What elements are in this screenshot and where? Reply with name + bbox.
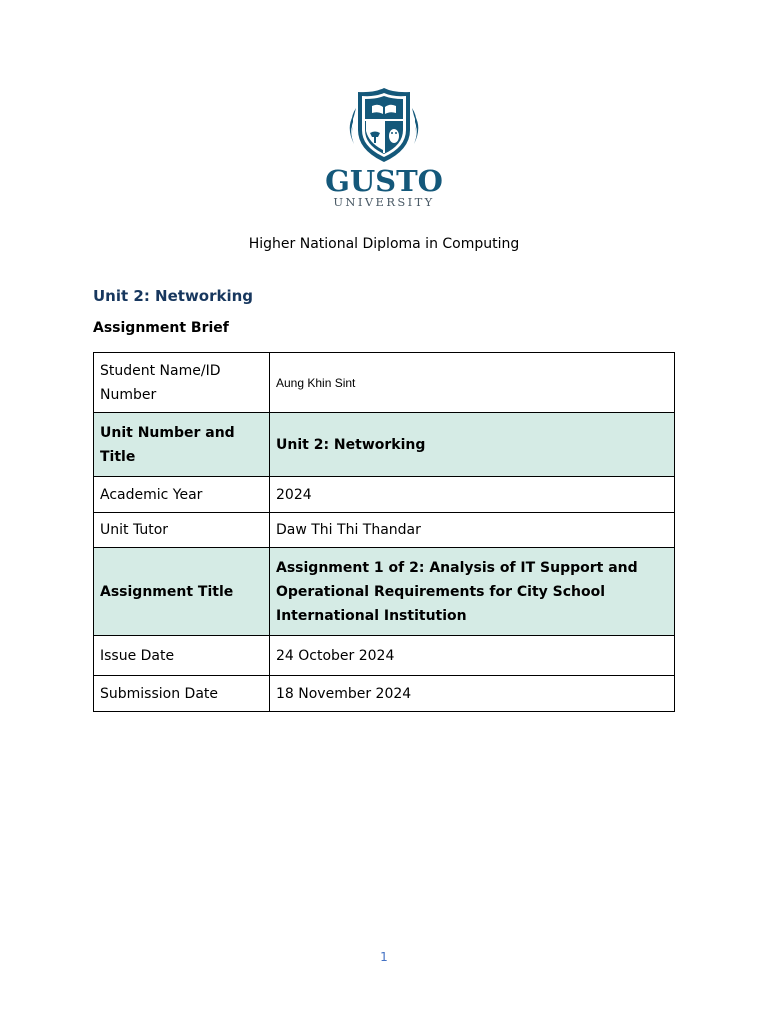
row-value: 24 October 2024 — [270, 636, 675, 676]
table-row — [94, 413, 675, 477]
table-row — [94, 477, 675, 513]
university-crest-icon — [320, 86, 448, 166]
row-value: Daw Thi Thi Thandar — [270, 513, 675, 548]
university-logo — [320, 86, 448, 210]
row-label: Unit Number and Title — [94, 413, 270, 477]
unit-heading: Unit 2: Networking — [93, 287, 254, 305]
table-row — [94, 353, 675, 413]
row-label: Assignment Title — [94, 548, 270, 636]
row-label: Unit Tutor — [94, 513, 270, 548]
row-label: Issue Date — [94, 636, 270, 676]
assignment-brief-heading: Assignment Brief — [93, 320, 229, 336]
logo-subtitle: UNIVERSITY — [333, 195, 435, 209]
row-value: 18 November 2024 — [270, 676, 675, 712]
assignment-brief-table — [93, 352, 675, 712]
row-value: Unit 2: Networking — [270, 413, 675, 477]
table-row — [94, 676, 675, 712]
logo-wordmark: GUSTO — [325, 164, 443, 198]
table-row — [94, 548, 675, 636]
row-value — [270, 353, 675, 413]
row-value: 2024 — [270, 477, 675, 513]
student-name-value: Aung Khin Sint — [276, 375, 356, 390]
program-title: Higher National Diploma in Computing — [248, 236, 520, 252]
table-row — [94, 636, 675, 676]
table-row — [94, 513, 675, 548]
row-label: Student Name/ID Number — [94, 353, 270, 413]
row-label: Academic Year — [94, 477, 270, 513]
row-value: Assignment 1 of 2: Analysis of IT Support and Operational Requirements for City School International Institution — [270, 548, 675, 636]
row-label: Submission Date — [94, 676, 270, 712]
page-number: 1 — [380, 950, 388, 964]
